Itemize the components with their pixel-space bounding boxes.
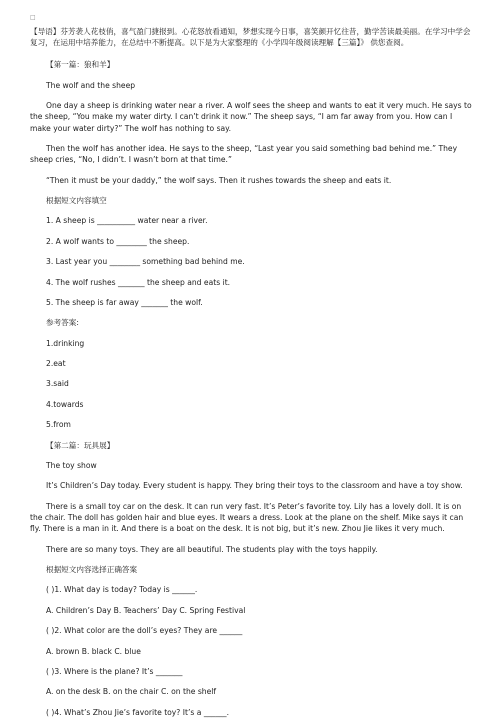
paragraph: A. Children’s Day B. Teachers’ Day C. Spring Festival — [46, 605, 246, 615]
paragraph: 5.from — [46, 420, 71, 430]
paragraph: 2.eat — [46, 359, 66, 369]
paragraph: 5. The sheep is far away _______ the wolf. — [46, 297, 203, 307]
paragraph: “Then it must be your daddy,” the wolf says. Then it rushes towards the sheep and eats it. — [46, 175, 392, 185]
paragraph: 4. The wolf rushes _______ the sheep and eats it. — [46, 277, 231, 287]
paragraph: 3. Last year you ________ something bad behind me. — [46, 257, 245, 267]
paragraph: 参考答案: — [46, 318, 79, 328]
paragraph: A. on the desk B. on the chair C. on the shelf — [46, 687, 217, 697]
paragraph: 【第一篇：狼和羊】 — [46, 60, 115, 70]
paragraph: 【第二篇：玩具展】 — [46, 440, 115, 450]
paragraph: 4.towards — [46, 399, 84, 409]
paragraph: 1.drinking — [46, 338, 85, 348]
paragraph: A. brown B. black C. blue — [46, 646, 141, 656]
article-body — [30, 59, 474, 718]
paragraph: One day a sheep is drinking water near a river. A wolf sees the sheep and wants to eat it very much. He says to the sheep, “You make my water dirty. I can’t drink it now.” The sheep says, “I am far away from you. How can I make your water dirty?” The wolf has nothing to say. — [30, 101, 472, 133]
paragraph: There is a small toy car on the desk. It can run very fast. It’s Peter’s favorite toy. Lily has a lovely doll. It is on the chair. The doll has golden hair and blue eyes. It wears a dress. Look at the plane on the shelf. Mike says it can fly. There is a man in it. And there is a boat on the desk. It is not big, but it’s new. Zhou Jie likes it very much. — [30, 501, 464, 534]
paragraph: 3.said — [46, 379, 69, 389]
paragraph: There are so many toys. They are all beautiful. The students play with the toys happily. — [46, 544, 378, 554]
paragraph: ( )2. What color are the doll’s eyes? They are ______ — [46, 626, 243, 636]
paragraph: 根据短文内容选择正确答案 — [46, 565, 138, 575]
paragraph: ( )3. Where is the plane? It’s _______ — [46, 666, 183, 676]
paragraph: ( )4. What’s Zhou Jie’s favorite toy? It’s a ______. — [46, 707, 230, 717]
paragraph: Then the wolf has another idea. He says to the sheep, “Last year you said something bad behind me.” They sheep cries, “No, I didn’t. I wasn’t born at that time.” — [30, 143, 458, 165]
paragraph: 根据短文内容填空 — [46, 195, 107, 205]
page-mark: □ — [30, 14, 36, 21]
paragraph: The wolf and the sheep — [46, 80, 136, 90]
paragraph: 2. A wolf wants to ________ the sheep. — [46, 236, 190, 246]
paragraph: The toy show — [46, 461, 97, 471]
paragraph: It’s Children’s Day today. Every student is happy. They bring their toys to the classroom and have a toy show. — [46, 481, 463, 491]
paragraph: ( )1. What day is today? Today is ______. — [46, 585, 198, 595]
intro-paragraph: 【导语】芬芳袭人花枝俏，喜气盈门捷报到。心花怒放看通知，梦想实现今日事，喜笑颜开忆往昔，勤学苦读最美丽。在学习中学会复习，在运用中培养能力，在总结中不断提高。以下是为大家整理的《小学四年级阅读理解【三篇】》 供您查阅。 — [30, 27, 471, 48]
paragraph: 1. A sheep is __________ water near a river. — [46, 216, 208, 226]
